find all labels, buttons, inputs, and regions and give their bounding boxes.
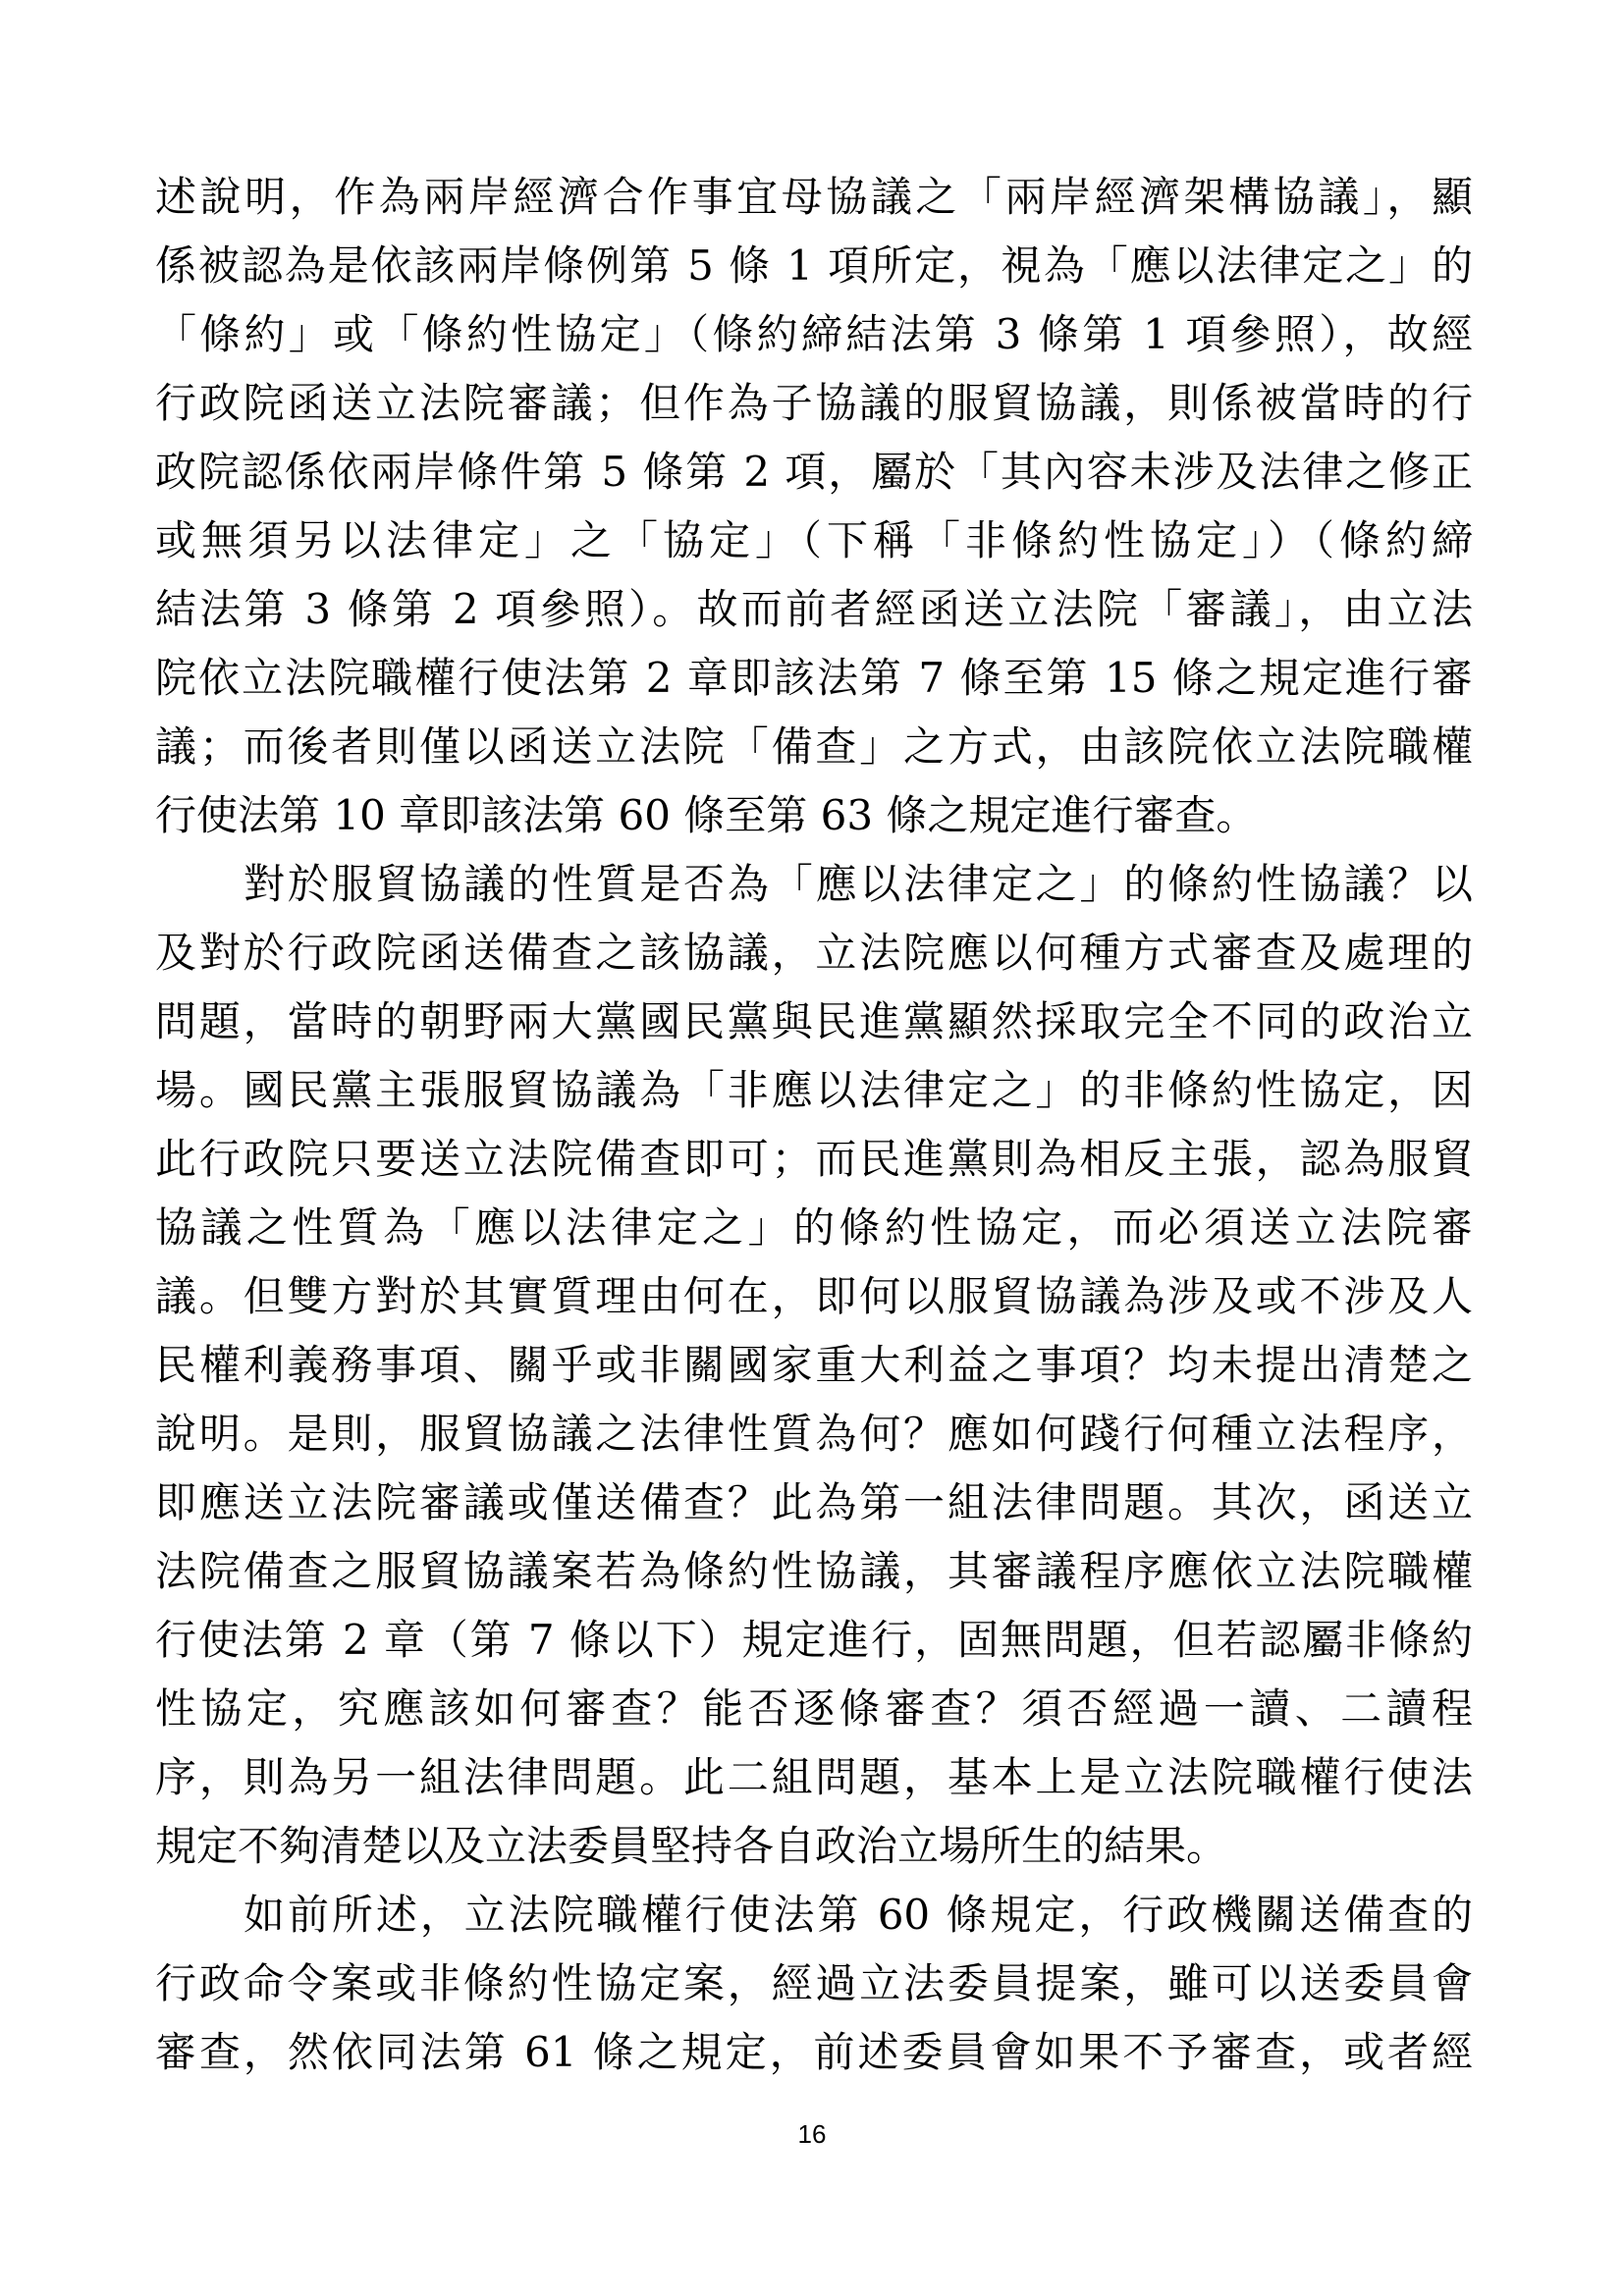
text-line: 場。國民黨主張服貿協議為「非應以法律定之」的非條約性協定，因 — [155, 1066, 1473, 1114]
text-line: 如前所述，立法院職權行使法第 60 條規定，行政機關送備查的 — [244, 1891, 1473, 1939]
text-line: 「條約」或「條約性協定」（條約締結法第 3 條第 1 項參照），故經 — [155, 310, 1473, 358]
text-line: 問題，當時的朝野兩大黨國民黨與民進黨顯然採取完全不同的政治立 — [155, 997, 1473, 1045]
text-line: 院依立法院職權行使法第 2 章即該法第 7 條至第 15 條之規定進行審 — [155, 654, 1473, 702]
body-text — [155, 163, 1473, 2087]
text-line: 議。但雙方對於其實質理由何在，即何以服貿協議為涉及或不涉及人 — [155, 1272, 1473, 1320]
text-line: 序，則為另一組法律問題。此二組問題，基本上是立法院職權行使法 — [155, 1753, 1473, 1801]
text-line: 結法第 3 條第 2 項參照）。故而前者經函送立法院「審議」，由立法 — [155, 585, 1473, 633]
text-line: 協議之性質為「應以法律定之」的條約性協定，而必須送立法院審 — [155, 1203, 1473, 1252]
text-line: 行政院函送立法院審議；但作為子協議的服貿協議，則係被當時的行 — [155, 379, 1473, 427]
page-number: 16 — [797, 2119, 827, 2149]
text-line: 及對於行政院函送備查之該協議，立法院應以何種方式審查及處理的 — [155, 929, 1473, 977]
text-line: 審查，然依同法第 61 條之規定，前述委員會如果不予審查，或者經 — [155, 2028, 1473, 2076]
paragraph-1 — [155, 163, 1473, 850]
text-line: 即應送立法院審議或僅送備查？此為第一組法律問題。其次，函送立 — [155, 1478, 1473, 1526]
text-line: 係被認為是依該兩岸條例第 5 條 1 項所定，視為「應以法律定之」的 — [155, 241, 1473, 290]
text-line: 政院認係依兩岸條件第 5 條第 2 項，屬於「其內容未涉及法律之修正 — [155, 448, 1473, 496]
text-line: 此行政院只要送立法院備查即可；而民進黨則為相反主張，認為服貿 — [155, 1135, 1473, 1183]
text-line: 法院備查之服貿協議案若為條約性協議，其審議程序應依立法院職權 — [155, 1547, 1473, 1595]
text-line: 述說明，作為兩岸經濟合作事宜母協議之「兩岸經濟架構協議」，顯 — [155, 173, 1473, 221]
paragraph-3 — [155, 1881, 1473, 2087]
paragraph-2 — [155, 850, 1473, 1881]
text-line: 對於服貿協議的性質是否為「應以法律定之」的條約性協議？以 — [244, 860, 1473, 908]
text-line: 行政命令案或非條約性協定案，經過立法委員提案，雖可以送委員會 — [155, 1959, 1473, 2007]
text-line: 或無須另以法律定」之「協定」（下稱「非條約性協定」）（條約締 — [155, 516, 1473, 564]
text-line: 行使法第 10 章即該法第 60 條至第 63 條之規定進行審查。 — [155, 791, 1258, 839]
text-line: 性協定，究應該如何審查？能否逐條審查？須否經過一讀、二讀程 — [155, 1684, 1473, 1733]
text-line: 行使法第 2 章（第 7 條以下）規定進行，固無問題，但若認屬非條約 — [155, 1616, 1473, 1664]
text-line: 民權利義務事項、關乎或非關國家重大利益之事項？均未提出清楚之 — [155, 1341, 1473, 1389]
text-line: 規定不夠清楚以及立法委員堅持各自政治立場所生的結果。 — [155, 1822, 1228, 1870]
text-line: 說明。是則，服貿協議之法律性質為何？應如何踐行何種立法程序， — [155, 1410, 1473, 1458]
text-line: 議；而後者則僅以函送立法院「備查」之方式，由該院依立法院職權 — [155, 722, 1473, 771]
